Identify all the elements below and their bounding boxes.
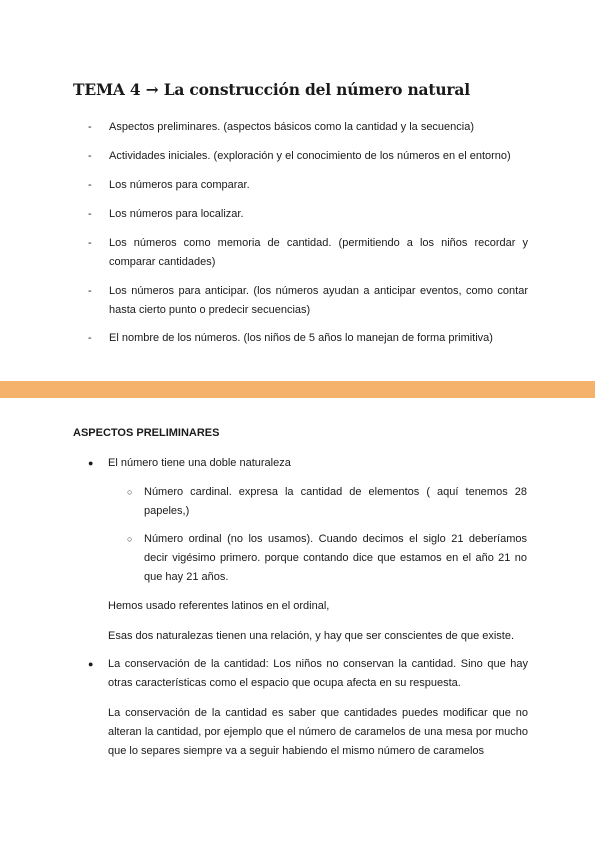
paragraph: La conservación de la cantidad es saber que cantidades puedes modificar que no alteran la cantidad, por ejemplo que el número de caramelos de una mesa por mucho que lo separes siempre va a seguir habiendo el mismo número de caramelos: [108, 707, 528, 757]
list-item: [88, 205, 528, 224]
sub-bullet-item: [127, 483, 527, 521]
hollow-bullet-icon: ○: [127, 487, 133, 497]
hollow-bullet-icon: ○: [127, 534, 133, 544]
bullet-item: [88, 655, 528, 693]
dash-bullet-icon: -: [88, 237, 92, 249]
section-divider-band: [0, 381, 595, 398]
bullet-text: El número tiene una doble naturaleza: [108, 457, 291, 469]
list-item-text: Aspectos preliminares. (aspectos básicos como la cantidad y la secuencia): [109, 121, 475, 133]
dash-bullet-icon: -: [88, 179, 92, 191]
list-item-text: Los números como memoria de cantidad. (permitiendo a los niños recordar y comparar cantidades): [109, 237, 528, 268]
paragraph: Esas dos naturalezas tienen una relación, y hay que ser conscientes de que existe.: [108, 630, 515, 642]
list-item-text: Los números para localizar.: [109, 208, 244, 220]
list-item: [88, 147, 528, 166]
dash-bullet-icon: -: [88, 285, 92, 297]
dash-bullet-icon: -: [88, 121, 92, 133]
list-item-text: Actividades iniciales. (exploración y el conocimiento de los números en el entorno): [109, 150, 511, 162]
section-heading: ASPECTOS PRELIMINARES: [73, 427, 220, 439]
dash-bullet-icon: -: [88, 150, 92, 162]
filled-bullet-icon: ●: [88, 458, 94, 468]
list-item: [88, 234, 528, 272]
dash-bullet-icon: -: [88, 332, 92, 344]
dash-bullet-icon: -: [88, 208, 92, 220]
list-item: [88, 329, 528, 348]
sub-bullet-text: Número cardinal. expresa la cantidad de elementos ( aquí tenemos 28 papeles,): [144, 486, 527, 517]
paragraph: Hemos usado referentes latinos en el ordinal,: [108, 600, 330, 612]
list-item: [88, 282, 528, 320]
page-title: TEMA 4 → La construcción del número natural: [73, 80, 470, 99]
sub-bullet-text: Número ordinal (no los usamos). Cuando decimos el siglo 21 deberíamos decir vigésimo primero. porque contando dice que estamos en el año 21 no que hay 21 años.: [144, 533, 527, 583]
list-item: [88, 176, 528, 195]
list-item-text: Los números para comparar.: [109, 179, 250, 191]
filled-bullet-icon: ●: [88, 659, 94, 669]
list-item-text: El nombre de los números. (los niños de 5 años lo manejan de forma primitiva): [109, 332, 493, 344]
sub-bullet-item: [127, 530, 527, 587]
bullet-text: La conservación de la cantidad: Los niños no conservan la cantidad. Sino que hay otras características como el espacio que ocupa afecta en su respuesta.: [108, 658, 528, 689]
bullet-item: [88, 454, 528, 473]
list-item: [88, 118, 528, 137]
list-item-text: Los números para anticipar. (los números ayudan a anticipar eventos, como contar hasta cierto punto o predecir secuencias): [109, 285, 528, 316]
